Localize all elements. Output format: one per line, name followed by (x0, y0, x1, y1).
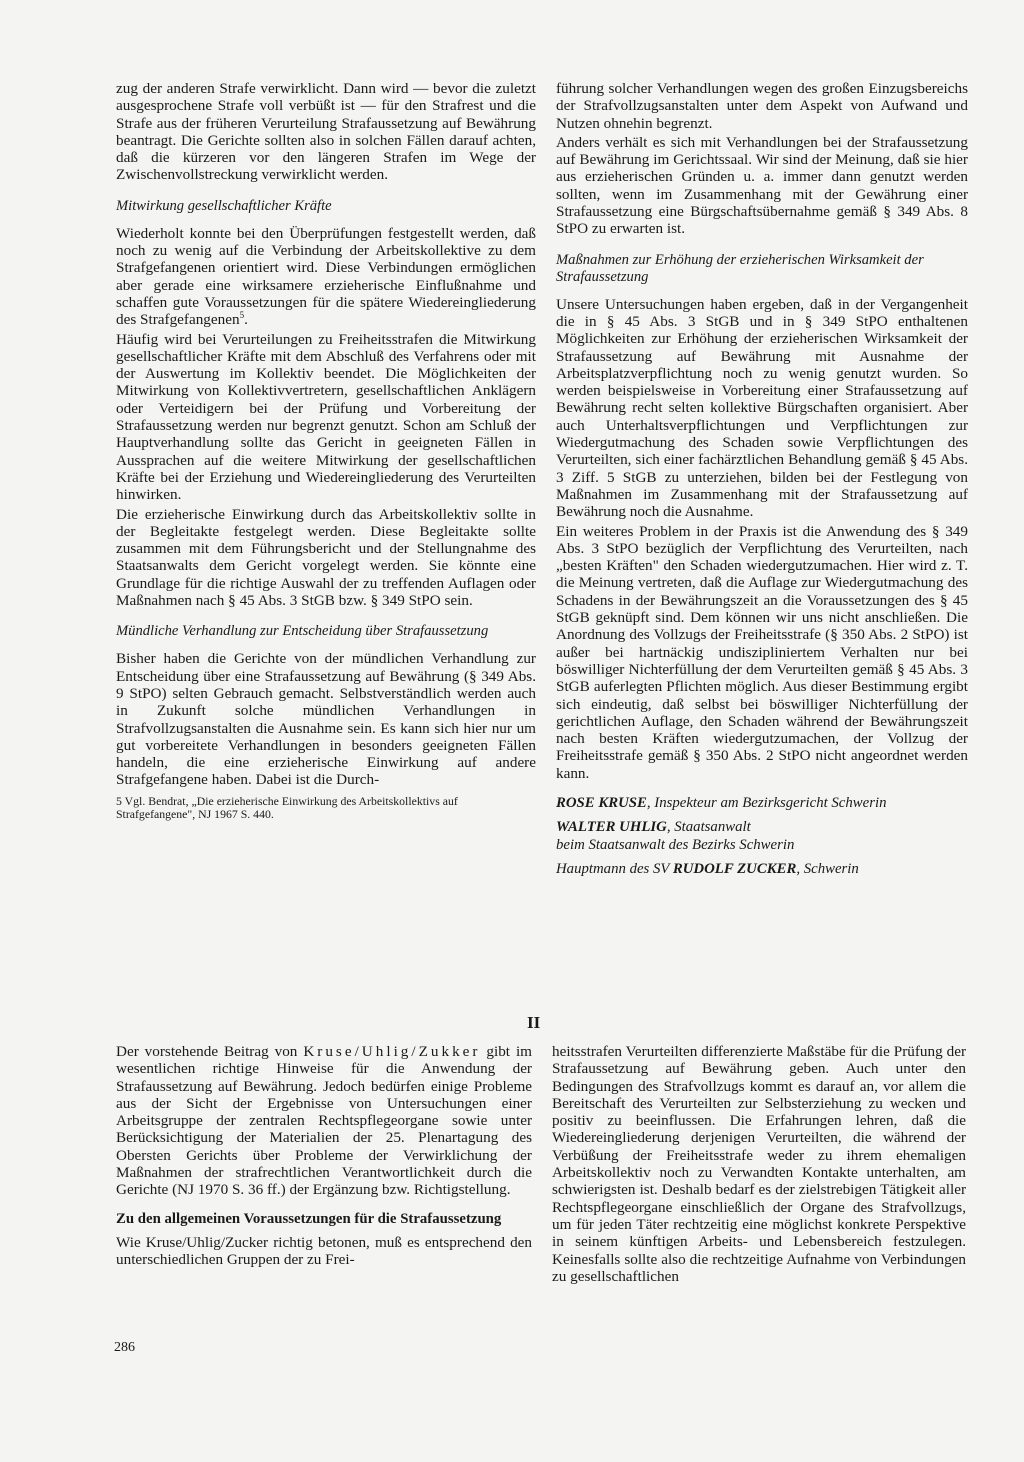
author-name: RUDOLF ZUCKER (672, 860, 797, 877)
signature-zucker (556, 860, 968, 878)
section-heading: Mündliche Verhandlung zur Entscheidung über Strafaussetzung (116, 623, 489, 640)
signature-kruse (556, 794, 968, 812)
paragraph: Bisher haben die Gerichte von der mündlichen Verhandlung zur Entscheidung über eine Strafaussetzung auf Bewährung (§ 349 Abs. 9 StPO) selten Gebrauch gemacht. Selbstverständlich werden auch in Zukunft solche mündlichen Verhandlungen in Strafvollzugsanstalten die Ausnahme sein. Es kann sich hier nur um gut vorbereitete Verhandlungen in besonders geeigneten Fällen handeln, die eine erzieherische Einwirkung auf andere Strafgefangene haben. Dabei ist die Durch- (116, 650, 536, 789)
author-location: , Schwerin (796, 860, 859, 877)
paragraph: Häufig wird bei Verurteilungen zu Freiheitsstrafen die Mitwirkung gesellschaftlicher Kräfte mit dem Abschluß des Verfahrens oder mit der Auswertung im Kollektiv beendet. Die Möglichkeiten der Mitwirkung von Kollektivvertretern, gesellschaftlichen Anklägern oder Verteidigern bei der Prüfung und Vorbereitung der Strafaussetzung werden nur begrenzt genutzt. Schon am Schluß der Hauptverhandlung sollte das Gericht in geeigneten Fällen in Aussprachen auf die weitere Mitwirkung der gesellschaftlichen Kräfte bei der Erziehung und Wiedereingliederung des Verurteilten hinwirken. (116, 330, 536, 504)
paragraph (116, 1043, 532, 1199)
footnote: 5 Vgl. Bendrat, „Die erzieherische Einwirkung des Arbeitskollektivs auf Strafgefangene", NJ 1967 S. 440. (116, 793, 458, 822)
section-heading: Zu den allgemeinen Voraussetzungen für die Strafaussetzung (116, 1210, 502, 1227)
author-role: , Inspekteur am Bezirksgericht Schwerin (646, 794, 887, 811)
signature-uhlig-affiliation: beim Staatsanwalt des Bezirks Schwerin (556, 836, 795, 853)
paragraph-text: Der vorstehende Beitrag von (116, 1043, 304, 1060)
section-heading: Mitwirkung gesellschaftlicher Kräfte (116, 197, 332, 214)
paragraph-end: . (244, 311, 248, 329)
page-number: 286 (114, 1340, 135, 1355)
paragraph: zug der anderen Strafe verwirklicht. Dann wird — bevor die zuletzt ausgesprochene Strafe voll verbüßt ist — für den Strafrest und die Strafe aus der früheren Verurteilung Strafaussetzung auf Bewährung beantragt. Die Gerichte sollten also in solchen Fällen darauf achten, daß die kürzeren vor den längeren Strafen im Wege der Zwischenvollstreckung verwirklicht werden. (116, 80, 536, 184)
footnote-ref: 5 (239, 310, 245, 321)
upper-right-column (556, 80, 968, 878)
paragraph-text: Wiederholt konnte bei den Überprüfungen festgestellt werden, daß noch zu wenig auf die Verbindung der Arbeitskollektive zu dem Strafgefangenen orientiert wird. Diese Verbindungen ermöglichen aber gerade eine wirksamere erzieherische Einflußnahme und schaffen gute Voraussetzungen für die spätere Wiedereingliederung des Strafgefangenen (116, 224, 536, 329)
paragraph: heitsstrafen Verurteilten differenzierte Maßstäbe für die Prüfung der Strafaussetzung auf Bewährung geben. Auch unter den Bedingungen des Strafvollzugs kommt es darauf an, vor allem die Bereitschaft des Verurteilten zur Selbsterziehung zu wecken und positiv zu beeinflussen. Die Erfahrungen lehren, daß die Wiedereingliederung derjenigen Verurteilten, die während der Verbüßung der Freiheitsstrafe weder zu ihrem ehemaligen Arbeitskollektiv noch zu Verwandten Kontakte unterhalten, am schwierigsten ist. Deshalb bedarf es der zielstrebigen Tätigkeit aller Rechtspflegeorgane einschließlich der Organe des Strafvollzugs, um für jeden Täter rechtzeitig eine möglichst konkrete Perspektive in seinem künftigen Arbeits- und Lebensbereich festzulegen. Keinesfalls sollte also die rechtzeitige Aufnahme von Verbindungen zu gesellschaftlichen (552, 1043, 966, 1285)
lower-right-column (552, 1043, 966, 1285)
paragraph: Wie Kruse/Uhlig/Zucker richtig betonen, muß es entsprechend den unterschiedlichen Gruppen der zu Frei- (116, 1234, 532, 1269)
author-name: WALTER UHLIG (556, 818, 667, 835)
author-rank: Hauptmann des SV (556, 860, 673, 877)
paragraph: führung solcher Verhandlungen wegen des großen Einzugsbereichs der Strafvollzugsanstalten unter dem Aspekt von Aufwand und Nutzen ohnehin begrenzt. (556, 80, 968, 132)
paragraph: Anders verhält es sich mit Verhandlungen bei der Strafaussetzung auf Bewährung im Gerichtssaal. Wir sind der Meinung, daß sie hier aus erzieherischen Gründen u. a. immer dann genutzt werden sollten, wenn im Zusammenhang mit der Gewährung einer Strafaussetzung eine Bürgschaftsübernahme gemäß § 349 Abs. 8 StPO zu erwarten ist. (556, 133, 968, 238)
paragraph (116, 225, 536, 329)
lower-left-column (116, 1043, 532, 1269)
author-name: ROSE KRUSE (556, 794, 647, 811)
paragraph: Ein weiteres Problem in der Praxis ist die Anwendung des § 349 Abs. 3 StPO bezüglich der Verpflichtung des Verurteilten, nach „besten Kräften" den Schaden wiedergutzumachen. Hier wird z. T. die Meinung vertreten, daß die Auflage zur Wiedergutmachung des Schadens in der Bewährungszeit an die Voraussetzungen des § 45 StGB geknüpft sind. Dem können wir uns nicht anschließen. Die Anordnung des Vollzugs der Freiheitsstrafe (§ 350 Abs. 2 StPO) ist außer bei hartnäckig undiszipliniertem Verhalten nur bei böswilliger Nichterfüllung der dem Verurteilten gemäß § 45 Abs. 3 StGB auferlegten Pflichten möglich. Aus dieser Bestimmung ergibt sich eindeutig, daß selbst bei böswilliger Nichterfüllung der gerichtlichen Auflage, den Schaden während der Bewährungszeit nach besten Kräften wiedergutzumachen, der Vollzug der Freiheitsstrafe gemäß § 350 Abs. 2 StPO nicht angeordnet werden kann. (556, 522, 968, 782)
signature-block (556, 794, 968, 878)
paragraph: Unsere Untersuchungen haben ergeben, daß in der Vergangenheit die in § 45 Abs. 3 StGB und in § 349 StPO enthaltenen Möglichkeiten zur Erhöhung der erzieherischen Wirksamkeit der Strafaussetzung auf Bewährung mit Ausnahme der Arbeitsplatzverpflichtung noch zu wenig genutzt wurden. So werden beispielsweise in Vorbereitung einer Strafaussetzung auf Bewährung recht selten kollektive Bürgschaften organisiert. Aber auch Unterhaltsverpflichtungen und Verpflichtungen zur Wiedergutmachung des Schaden sowie Verpflichtungen des Verurteilten, sich einer fachärztlichen Behandlung gemäß § 45 Abs. 3 Ziff. 5 StGB zu unterziehen, bilden bei der Festlegung von Maßnahmen im Zusammenhang mit der Strafaussetzung auf Bewährung noch die Ausnahme. (556, 295, 968, 521)
spaced-author-names: Kruse/Uhlig/Zukker (303, 1043, 481, 1060)
upper-left-column (116, 80, 536, 822)
paragraph-text: gibt im wesentlichen richtige Hinweise für die Anwendung der Strafaussetzung auf Bewährung. Jedoch bedürfen einige Probleme aus der Sicht der Ergebnisse von Untersuchungen einer Arbeitsgruppe der zentralen Rechtspflegeorgane sowie unter Berücksichtigung der Materialien der 25. Plenartagung des Obersten Gerichts über Probleme der Verwirklichung der Maßnahmen der strafrechtlichen Verantwortlichkeit durch die Gerichte (NJ 1970 S. 36 ff.) der Ergänzung bzw. Richtigstellung. (116, 1043, 532, 1199)
section-heading: Maßnahmen zur Erhöhung der erzieherischen Wirksamkeit der Strafaussetzung (556, 251, 924, 285)
signature-uhlig (556, 818, 968, 836)
paragraph: Die erzieherische Einwirkung durch das Arbeitskollektiv sollte in der Begleitakte festgelegt werden. Diese Begleitakte sollte zusammen mit dem Führungsbericht und der Stellungnahme des Staatsanwalts dem Gericht vorgelegt werden. Sie könnte eine Grundlage für die richtige Auswahl der zu treffenden Auflagen oder Maßnahmen nach § 45 Abs. 3 StGB bzw. § 349 StPO sein. (116, 505, 536, 610)
author-role: , Staatsanwalt (666, 818, 751, 835)
section-number: II (527, 1013, 541, 1032)
